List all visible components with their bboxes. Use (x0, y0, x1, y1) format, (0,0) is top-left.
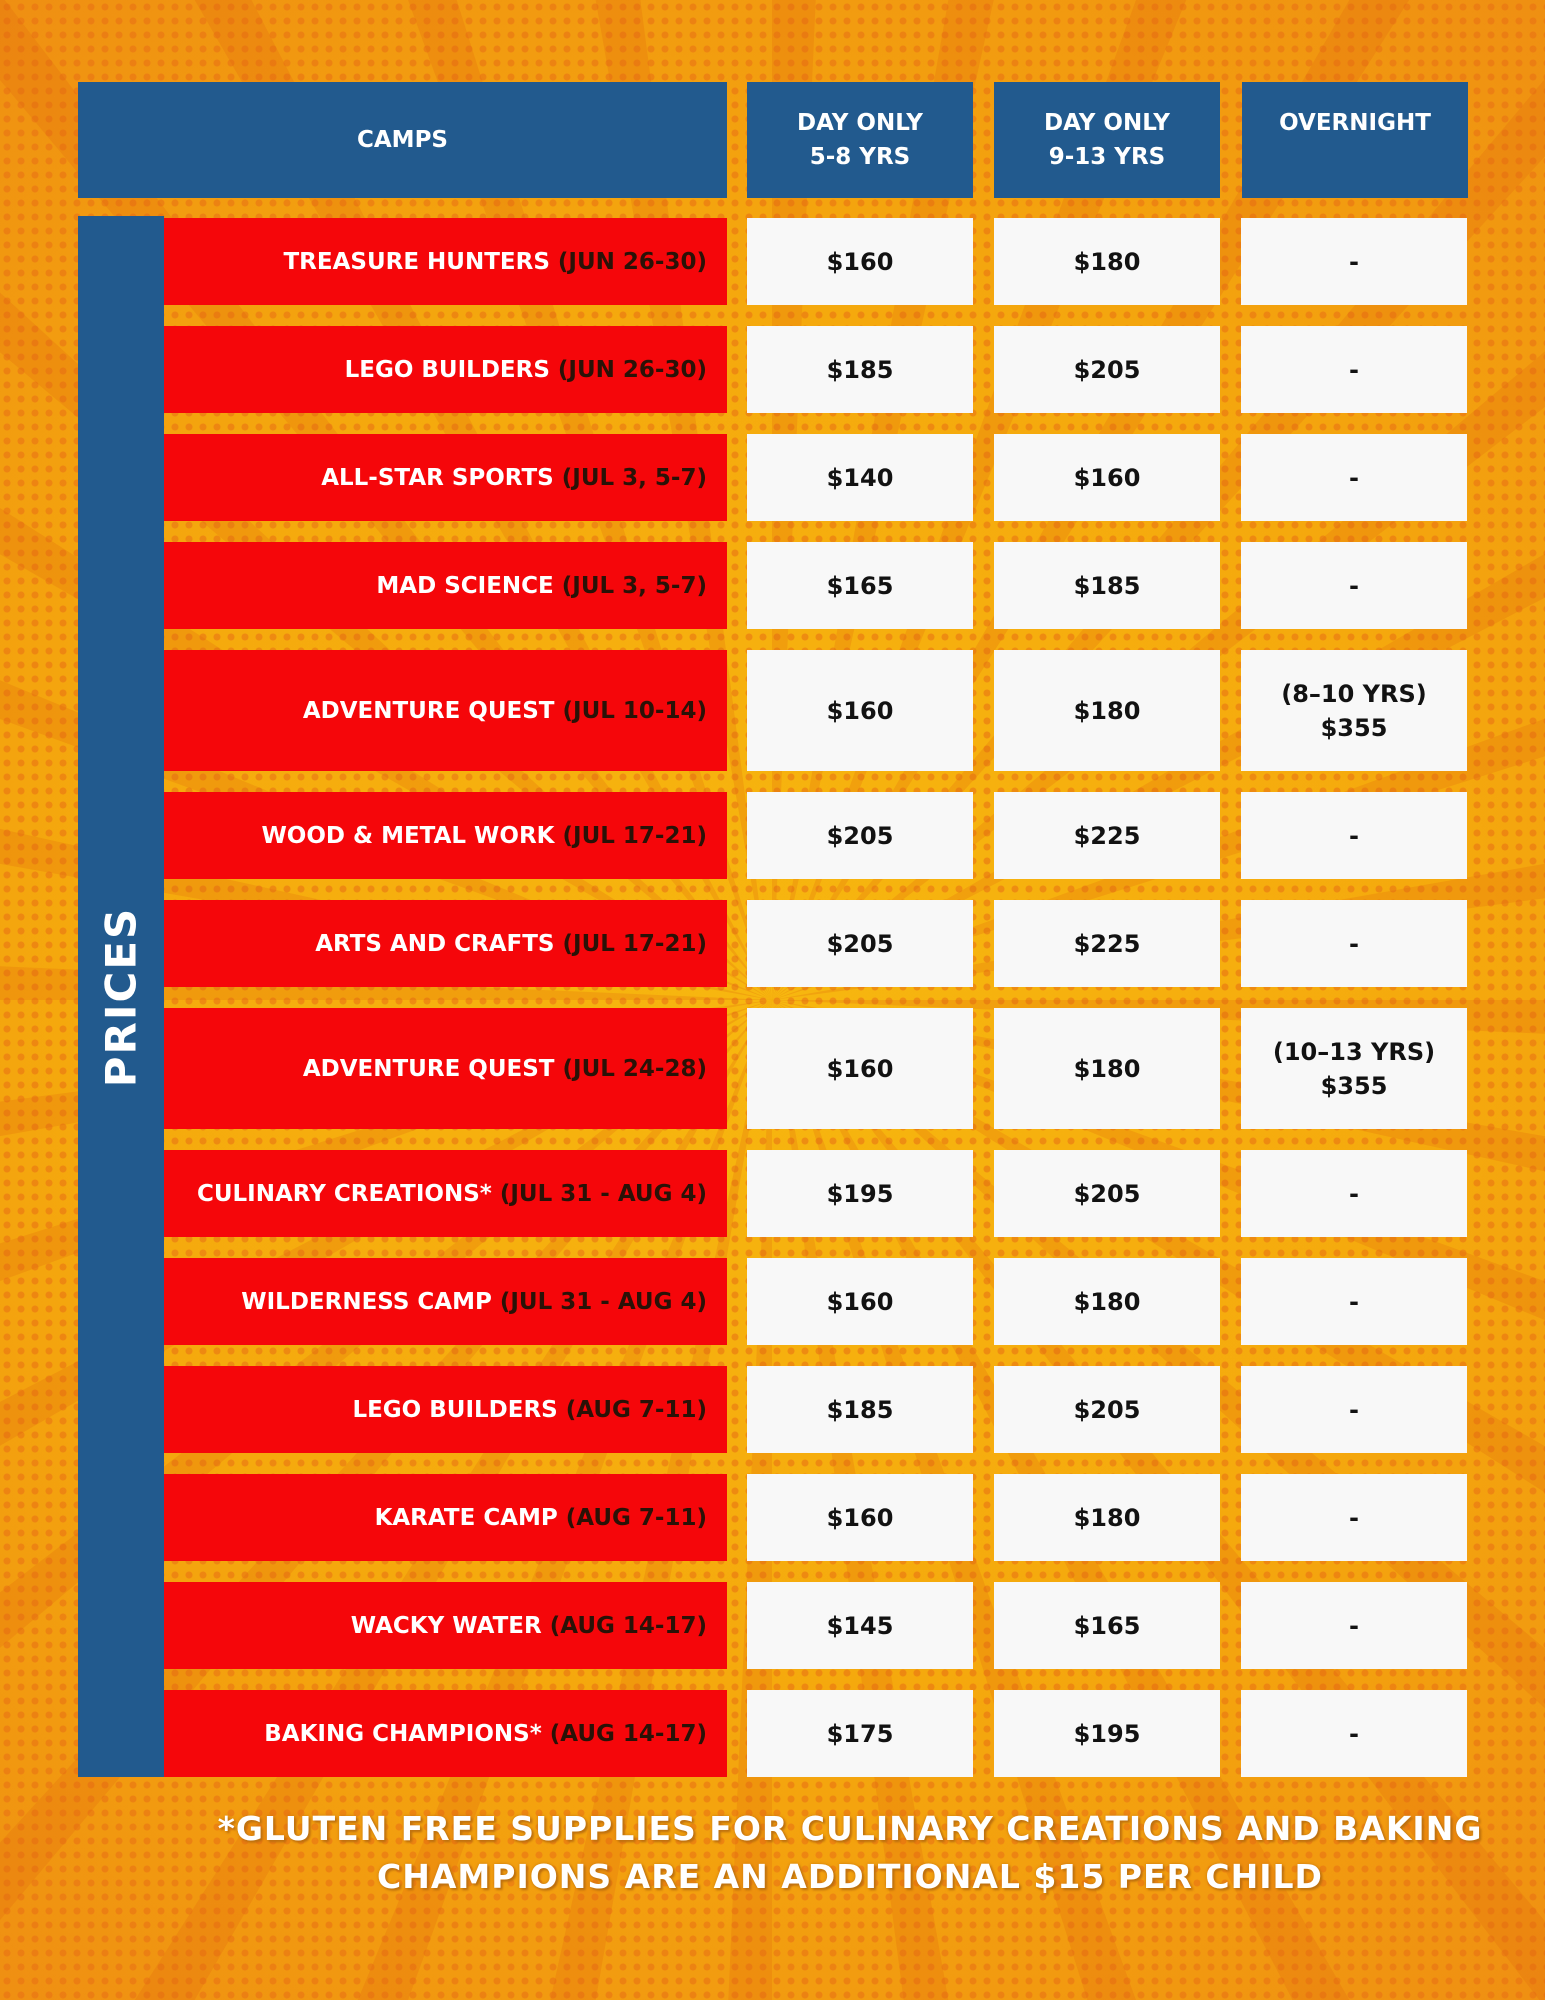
price-day-9-13: $180 (994, 218, 1220, 305)
overnight-price: - (1349, 247, 1359, 276)
overnight-price: $355 (1320, 713, 1388, 742)
camp-date: (AUG 7-11) (565, 1504, 707, 1531)
price-overnight (1241, 1474, 1467, 1561)
footnote-line1: *GLUTEN FREE SUPPLIES FOR CULINARY CREATIONS AND BAKING (217, 1809, 1483, 1848)
overnight-age-range: (10–13 YRS) (1272, 1037, 1436, 1066)
camp-name: BAKING CHAMPIONS* (264, 1720, 542, 1747)
overnight-price: - (1349, 1287, 1359, 1316)
overnight-age-range: (8–10 YRS) (1281, 679, 1427, 708)
price-day-5-8: $175 (747, 1690, 973, 1777)
camp-date: (JUL 3, 5-7) (561, 572, 707, 599)
price-day-9-13: $205 (994, 326, 1220, 413)
camp-date: (JUN 26-30) (557, 356, 707, 383)
camp-name-cell (164, 1690, 727, 1777)
price-overnight (1241, 218, 1467, 305)
price-day-9-13: $205 (994, 1150, 1220, 1237)
camp-name: ADVENTURE QUEST (302, 1055, 555, 1082)
camp-name: ADVENTURE QUEST (302, 697, 555, 724)
price-overnight (1241, 900, 1467, 987)
camp-date: (JUL 24-28) (562, 1055, 707, 1082)
overnight-price: - (1349, 1611, 1359, 1640)
camp-name-cell (164, 1150, 727, 1237)
price-day-9-13: $165 (994, 1582, 1220, 1669)
price-day-5-8: $160 (747, 1008, 973, 1129)
prices-label: PRICES (96, 906, 146, 1087)
footnote (150, 1805, 1545, 1901)
header-day-5-8-line1: DAY ONLY (797, 110, 923, 136)
overnight-price: - (1349, 929, 1359, 958)
footnote-line2: CHAMPIONS ARE AN ADDITIONAL $15 PER CHILD (377, 1857, 1323, 1896)
overnight-price: - (1349, 1395, 1359, 1424)
price-day-9-13: $180 (994, 1474, 1220, 1561)
camp-name: ALL-STAR SPORTS (321, 464, 554, 491)
price-day-9-13: $195 (994, 1690, 1220, 1777)
price-day-5-8: $145 (747, 1582, 973, 1669)
price-overnight (1241, 326, 1467, 413)
camp-name: WOOD & METAL WORK (261, 822, 555, 849)
price-overnight (1241, 650, 1467, 771)
table-row (164, 1258, 1468, 1345)
price-day-5-8: $185 (747, 326, 973, 413)
header-overnight (1242, 82, 1468, 198)
overnight-price: - (1349, 571, 1359, 600)
camp-name: KARATE CAMP (374, 1504, 558, 1531)
price-day-5-8: $205 (747, 792, 973, 879)
price-table (164, 218, 1468, 1798)
price-day-5-8: $160 (747, 1258, 973, 1345)
price-day-5-8: $160 (747, 650, 973, 771)
price-day-9-13: $180 (994, 1008, 1220, 1129)
price-day-9-13: $180 (994, 650, 1220, 771)
camp-name-cell (164, 792, 727, 879)
camp-name-cell (164, 326, 727, 413)
camp-name-cell (164, 1582, 727, 1669)
camp-name: WACKY WATER (350, 1612, 542, 1639)
camp-date: (JUL 10-14) (562, 697, 707, 724)
price-day-9-13: $225 (994, 900, 1220, 987)
price-day-5-8: $165 (747, 542, 973, 629)
table-row (164, 900, 1468, 987)
camp-date: (AUG 7-11) (565, 1396, 707, 1423)
camp-date: (JUL 31 - AUG 4) (499, 1288, 707, 1315)
price-day-9-13: $205 (994, 1366, 1220, 1453)
header-day-5-8 (747, 82, 973, 198)
camp-name-cell (164, 900, 727, 987)
prices-side-bar (78, 216, 164, 1777)
price-overnight (1241, 1258, 1467, 1345)
camp-name-cell (164, 542, 727, 629)
camp-name-cell (164, 1474, 727, 1561)
price-day-9-13: $180 (994, 1258, 1220, 1345)
price-overnight (1241, 1008, 1467, 1129)
header-day-9-13-line1: DAY ONLY (1044, 110, 1170, 136)
table-row (164, 1474, 1468, 1561)
camp-date: (AUG 14-17) (549, 1720, 707, 1747)
camp-name: LEGO BUILDERS (344, 356, 550, 383)
price-day-5-8: $185 (747, 1366, 973, 1453)
overnight-price: - (1349, 355, 1359, 384)
price-overnight (1241, 1150, 1467, 1237)
camp-name-cell (164, 650, 727, 771)
price-day-5-8: $205 (747, 900, 973, 987)
price-overnight (1241, 434, 1467, 521)
header-day-9-13-line2: 9-13 YRS (1048, 144, 1166, 170)
camp-date: (JUL 17-21) (562, 822, 707, 849)
table-row (164, 326, 1468, 413)
table-row (164, 542, 1468, 629)
header-overnight-label: OVERNIGHT (1279, 110, 1431, 136)
overnight-price: - (1349, 1503, 1359, 1532)
overnight-price: - (1349, 1719, 1359, 1748)
camp-name: CULINARY CREATIONS* (196, 1180, 492, 1207)
camp-name-cell (164, 434, 727, 521)
price-day-9-13: $185 (994, 542, 1220, 629)
camp-date: (JUL 3, 5-7) (561, 464, 707, 491)
overnight-price: - (1349, 463, 1359, 492)
camp-date: (JUL 31 - AUG 4) (499, 1180, 707, 1207)
price-overnight (1241, 1366, 1467, 1453)
camp-name: TREASURE HUNTERS (283, 248, 550, 275)
camp-name: ARTS AND CRAFTS (315, 930, 555, 957)
camp-name-cell (164, 1258, 727, 1345)
price-day-5-8: $160 (747, 1474, 973, 1561)
camp-name-cell (164, 218, 727, 305)
price-day-9-13: $160 (994, 434, 1220, 521)
price-day-5-8: $160 (747, 218, 973, 305)
table-row (164, 1690, 1468, 1777)
table-row (164, 218, 1468, 305)
overnight-price: - (1349, 821, 1359, 850)
camp-date: (JUL 17-21) (562, 930, 707, 957)
table-row (164, 1008, 1468, 1129)
header-camps (78, 82, 727, 198)
price-overnight (1241, 542, 1467, 629)
price-day-5-8: $140 (747, 434, 973, 521)
camp-date: (AUG 14-17) (549, 1612, 707, 1639)
camp-name: WILDERNESS CAMP (241, 1288, 492, 1315)
overnight-price: $355 (1320, 1071, 1388, 1100)
price-overnight (1241, 1690, 1467, 1777)
camp-name: LEGO BUILDERS (352, 1396, 558, 1423)
header-day-5-8-line2: 5-8 YRS (809, 144, 911, 170)
price-overnight (1241, 792, 1467, 879)
overnight-price: - (1349, 1179, 1359, 1208)
price-day-9-13: $225 (994, 792, 1220, 879)
header-camps-label: CAMPS (357, 127, 448, 153)
price-overnight (1241, 1582, 1467, 1669)
camp-name-cell (164, 1008, 727, 1129)
table-row (164, 650, 1468, 771)
table-row (164, 1366, 1468, 1453)
camp-name: MAD SCIENCE (376, 572, 554, 599)
price-day-5-8: $195 (747, 1150, 973, 1237)
table-row (164, 792, 1468, 879)
table-row (164, 434, 1468, 521)
camp-name-cell (164, 1366, 727, 1453)
camp-date: (JUN 26-30) (557, 248, 707, 275)
header-day-9-13 (994, 82, 1220, 198)
table-row (164, 1150, 1468, 1237)
table-row (164, 1582, 1468, 1669)
